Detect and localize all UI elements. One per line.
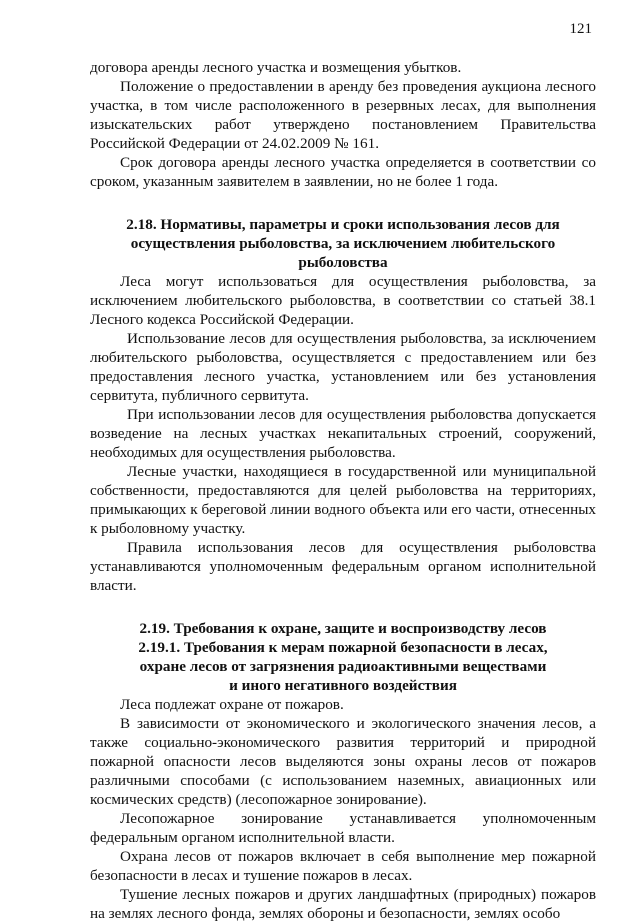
paragraph: Положение о предоставлении в аренду без проведения аукциона лесного участка, в том числе расположенного в резервных лесах, для выполнения изыскательских работ утверждено постановлением Правительства Российской Федерации от 24.02.2009 № 161.: [90, 78, 596, 152]
section-heading-2-18: [90, 215, 596, 272]
paragraph: Охрана лесов от пожаров включает в себя выполнение мер пожарной безопасности в лесах и тушение пожаров в лесах.: [90, 848, 596, 884]
paragraph: При использовании лесов для осуществления рыболовства допускается возведение на лесных участках некапитальных строений, сооружений, необходимых для осуществления рыболовства.: [90, 406, 596, 461]
heading-line: охране лесов от загрязнения радиоактивными веществами: [139, 658, 547, 675]
heading-line: рыболовства: [298, 254, 388, 271]
paragraph: Использование лесов для осуществления рыболовства, за исключением любительского рыболовства, осуществляется с предоставлением или без предоставления лесного участка, установлением или без установления сервитута, публичного сервитута.: [90, 330, 596, 404]
paragraph: Лесные участки, находящиеся в государственной или муниципальной собственности, предоставляются для целей рыболовства на территориях, примыкающих к береговой линии водного объекта или его части, отнесенных к рыболовному участку.: [90, 463, 596, 537]
heading-line: 2.18. Нормативы, параметры и сроки использования лесов для: [126, 216, 560, 233]
paragraph: Тушение лесных пожаров и других ландшафтных (природных) пожаров на землях лесного фонда, землях обороны и безопасности, землях особо: [90, 886, 596, 922]
heading-line: 2.19.1. Требования к мерам пожарной безопасности в лесах,: [138, 639, 548, 656]
document-body: [90, 58, 596, 923]
heading-line: и иного негативного воздействия: [229, 677, 457, 694]
paragraph: Леса могут использоваться для осуществления рыболовства, за исключением любительского рыболовства, в соответствии со статьей 38.1 Лесного кодекса Российской Федерации.: [90, 273, 596, 328]
paragraph: Лесопожарное зонирование устанавливается уполномоченным федеральным органом исполнительной власти.: [90, 810, 596, 846]
page-number: 121: [569, 21, 592, 37]
paragraph: Правила использования лесов для осуществления рыболовства устанавливаются уполномоченным федеральным органом исполнительной власти.: [90, 539, 596, 594]
heading-line: осуществления рыболовства, за исключением любительского: [130, 235, 556, 252]
heading-line: 2.19. Требования к охране, защите и воспроизводству лесов: [139, 620, 547, 637]
paragraph: договора аренды лесного участка и возмещения убытков.: [90, 59, 462, 76]
paragraph: В зависимости от экономического и экологического значения лесов, а также социально-экономического развития территорий и природной пожарной опасности лесов выделяются зоны охраны лесов от пожаров различными способами (с использованием наземных, авиационных или космических средств) (лесопожарное зонирование).: [90, 715, 596, 808]
section-heading-2-19: [90, 619, 596, 695]
paragraph: Леса подлежат охране от пожаров.: [120, 696, 344, 713]
paragraph: Срок договора аренды лесного участка определяется в соответствии со сроком, указанным заявителем в заявлении, но не более 1 года.: [90, 154, 596, 190]
